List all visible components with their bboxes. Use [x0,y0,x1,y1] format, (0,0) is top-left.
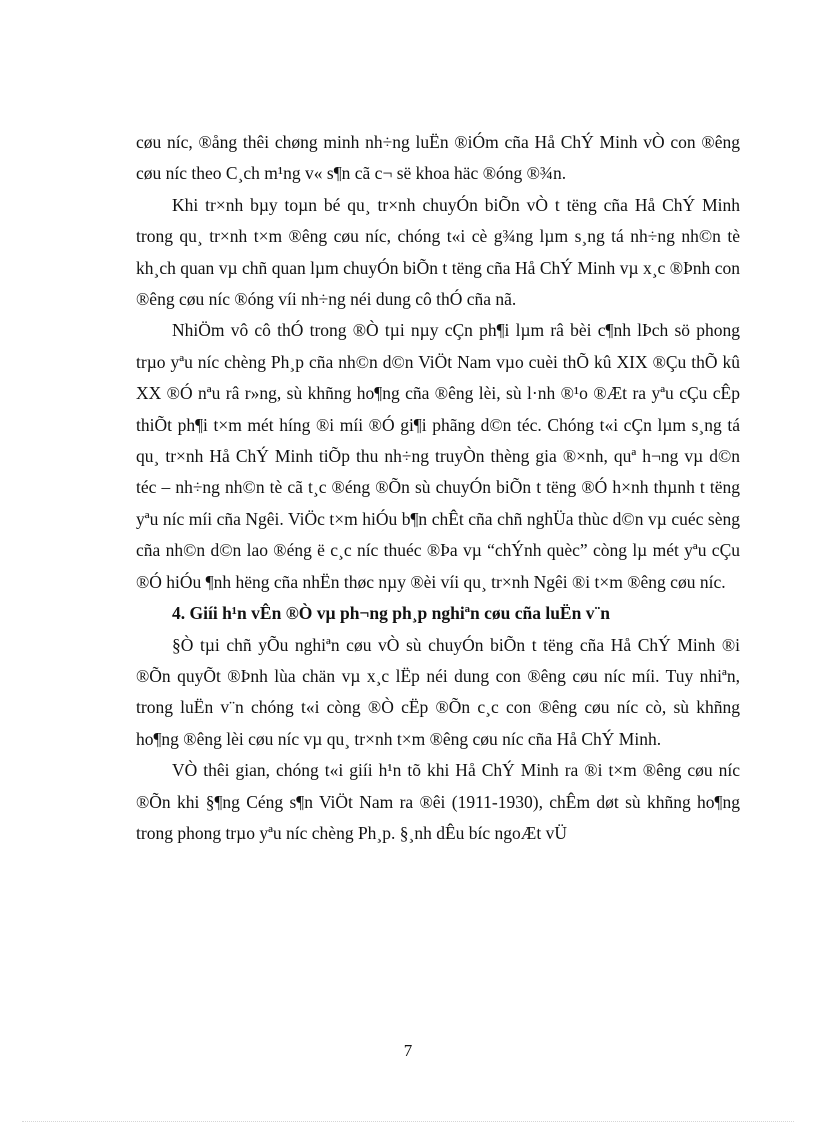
page-bottom-divider [22,1121,794,1122]
page-number: 7 [403,1041,413,1060]
paragraph-time-limits: VÒ thêi gian, chóng t«i giíi h¹n tõ khi Hå ChÝ Minh ra ®i t×m ®êng cøu níc ®Õn khi §¶ng Céng s¶n ViÖt Nam ra ®êi (1911-1930), chÊm døt sù khñng ho¶ng trong phong trµo yªu níc chèng Ph¸p. §¸nh dÊu bíc ngoÆt vÜ [136,760,740,843]
paragraph-tasks: NhiÖm vô cô thÓ trong ®Ò tµi nµy cÇn ph¶i lµm râ bèi c¶nh lÞch sö phong trµo yªu níc chèng Ph¸p cña nh©n d©n ViÖt Nam vµo cuèi thÕ kû XIX ®Çu thÕ kû XX ®Ó nªu râ r»ng, sù khñng ho¶ng cña ®êng lèi, sù l·nh ®¹o ®Æt ra yªu cÇu cÊp thiÕt ph¶i t×m mét híng ®i míi ®Ó gi¶i phãng d©n téc. Chóng t«i cÇn lµm s¸ng tá qu¸ tr×nh Hå ChÝ Minh tiÕp thu nh÷ng truyÒn thèng gia ®×nh, quª h¬ng vµ d©n téc – nh÷ng nh©n tè cã t¸c ®éng ®Õn sù chuyÓn biÕn t tëng ®Ó h×nh thµnh t tëng yªu níc míi cña Ngêi. ViÖc t×m hiÓu b¶n chÊt cña chñ nghÜa thùc d©n vµ cuéc sèng cña nh©n d©n lao ®éng ë c¸c níc thuéc ®Þa vµ “chÝnh quèc” còng lµ mét yªu cÇu ®Ó hiÓu ¶nh hëng cña nhËn thøc nµy ®èi víi qu¸ tr×nh Ngêi ®i t×m ®êng cøu níc. [136,320,740,592]
paragraph-research-focus: §Ò tµi chñ yÕu nghiªn cøu vÒ sù chuyÓn biÕn t tëng cña Hå ChÝ Minh ®i ®Õn quyÕt ®Þnh lùa chän vµ x¸c lËp néi dung con ®êng cøu níc míi. Tuy nhiªn, trong luËn v¨n chóng t«i còng ®Ò cËp ®Õn c¸c con ®êng cøu níc cò, sù khñng ho¶ng ®êng lèi cøu níc vµ qu¸ tr×nh t×m ®êng cøu níc cña Hå ChÝ Minh. [136,634,740,749]
section-heading: 4. Giíi h¹n vÊn ®Ò vµ ph¬ng ph¸p nghiªn cøu cña luËn v¨n [172,603,611,624]
paragraph-continuation: cøu níc, ®ång thêi chøng minh nh÷ng luËn ®iÓm cña Hå ChÝ Minh vÒ con ®êng cøu níc theo C¸ch m¹ng v« s¶n cã c¬ së khoa häc ®óng ®¾n. [136,132,740,184]
document-body [136,127,740,849]
paragraph-scope: Khi tr×nh bµy toµn bé qu¸ tr×nh chuyÓn biÕn vÒ t tëng cña Hå ChÝ Minh trong qu¸ tr×nh t×m ®êng cøu níc, chóng t«i cè g¾ng lµm s¸ng tá nh÷ng nh©n tè kh¸ch quan vµ chñ quan lµm chuyÓn biÕn t tëng cña Hå ChÝ Minh vµ x¸c ®Þnh con ®êng cøu níc ®óng víi nh÷ng néi dung cô thÓ cña nã. [136,194,740,310]
